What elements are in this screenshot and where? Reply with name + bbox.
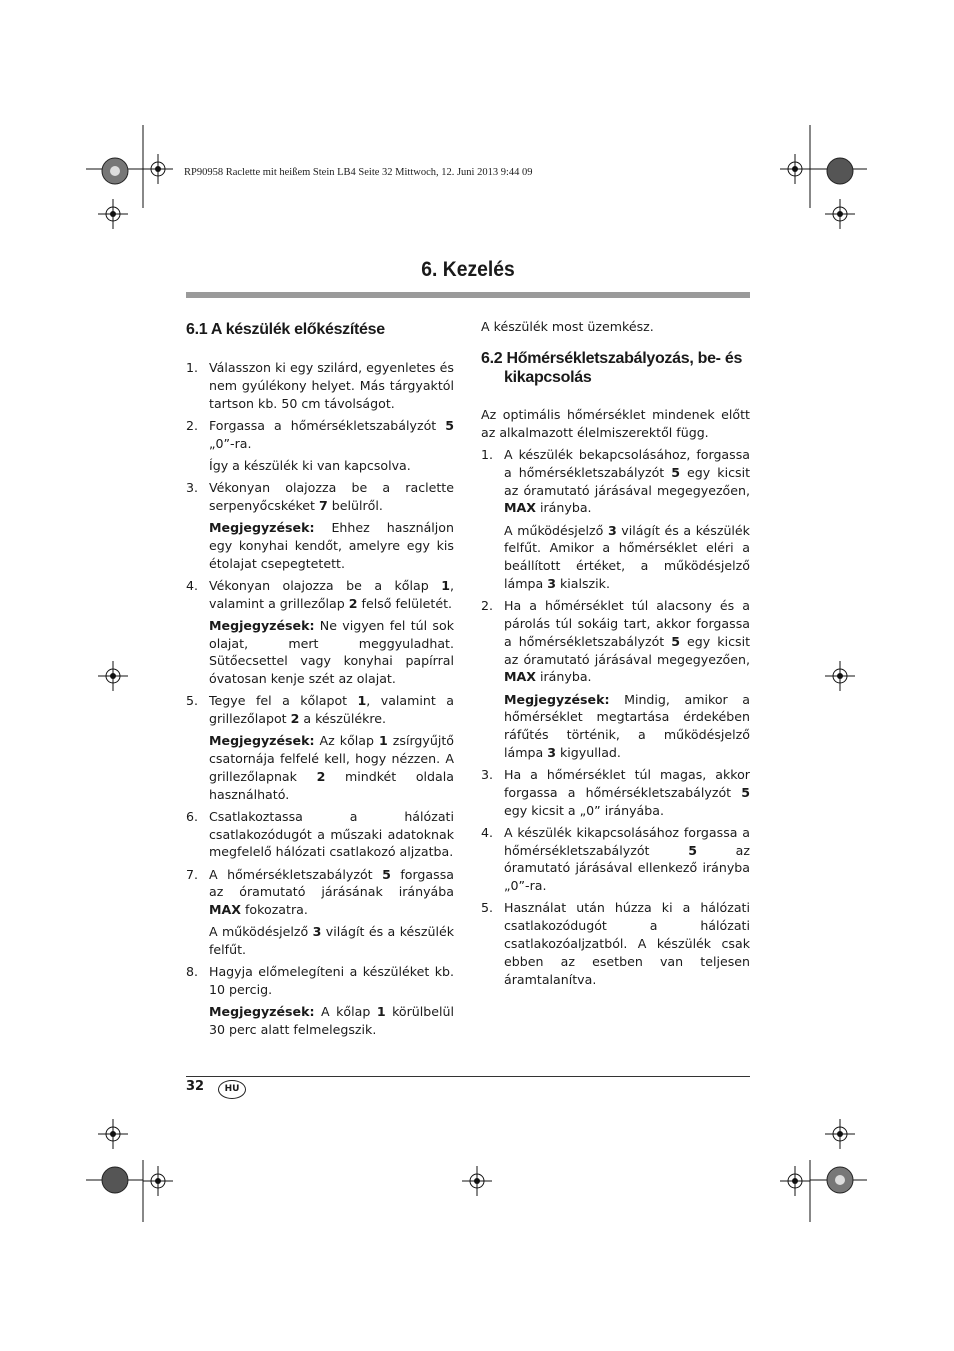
left-column (186, 359, 454, 1043)
list-item-number: 4. (186, 577, 199, 593)
section-heading-6-1: 6.1 A készülék előkészítése (186, 321, 385, 338)
title-underline (186, 292, 750, 298)
list-item-number: 2. (481, 598, 494, 614)
intro-paragraph: Az optimális hőmérséklet mindenek előtt az alkalmazott élelmiszerektől függ. (481, 407, 750, 440)
registration-target-icon (143, 1166, 173, 1196)
starburst-disc-icon (101, 157, 129, 185)
gray-disc-icon (826, 157, 854, 185)
list-item (481, 899, 750, 988)
list-item (186, 866, 454, 919)
list-item (186, 359, 454, 412)
list-note: Megjegyzések: Mindig, amikor a hőmérséklet megtartása érdekében ráfűtés történik, a működésjelző lámpa 3 kigyullad. (504, 691, 750, 760)
ready-text: A készülék most üzemkész. (481, 319, 654, 334)
list-item-text: Vékonyan olajozza be a raclette serpenyőcskéket 7 belülről. (209, 479, 454, 513)
list-item-number: 2. (186, 417, 199, 433)
list-item-text: Vékonyan olajozza be a kőlap 1, valamint a grillezőlap 2 felső felületét. (209, 577, 454, 611)
print-slug: RP90958 Raclette mit heißem Stein LB4 Seite 32 Mittwoch, 12. Juni 2013 9:44 09 (184, 167, 533, 178)
list-note: A működésjelző 3 világít és a készülék felfűt. Amikor a hőmérséklet eléri a beállított értéket, a működésjelző lámpa 3 kialszik. (504, 522, 750, 591)
list-item-text: Forgassa a hőmérsékletszabályzót 5 „0”-ra. (209, 417, 454, 451)
footer-divider (186, 1076, 750, 1077)
list-item-number: 7. (186, 866, 199, 882)
registration-target-icon (780, 154, 810, 184)
list-note: Megjegyzések: A kőlap 1 körülbelül 30 perc alatt felmelegszik. (209, 1004, 454, 1038)
list-item (481, 824, 750, 895)
list-item (186, 417, 454, 453)
registration-target-icon (98, 199, 128, 229)
list-note: A működésjelző 3 világít és a készülék felfűt. (209, 924, 454, 958)
registration-target-icon (825, 661, 855, 691)
list-item-number: 3. (481, 767, 494, 783)
list-item (186, 577, 454, 613)
list-note: Megjegyzések: Az kőlap 1 zsírgyűjtő csatornája felfelé kell, hogy nézzen. A grillezőlapnak 2 mindkét oldala használható. (209, 733, 455, 802)
starburst-disc-icon (826, 1166, 854, 1194)
registration-target-icon (143, 154, 173, 184)
heading-line-2: kikapcsolás (504, 369, 592, 386)
list-item-number: 3. (186, 479, 199, 495)
list-item-number: 5. (186, 693, 199, 709)
list-item (186, 479, 454, 515)
heading-line-1: 6.2 Hőmérsékletszabályozás, be- és (481, 350, 743, 367)
intro-text-wrap (481, 318, 750, 340)
list-item-text: Csatlakoztassa a hálózati csatlakozódugót a műszaki adatoknak megfelelő hálózati csatlakozó aljzatba. (209, 808, 454, 860)
list-item (186, 692, 454, 728)
section-heading-6-2 (481, 349, 742, 387)
list-item (481, 597, 750, 686)
list-item (186, 808, 454, 861)
page-number: 32 (186, 1079, 205, 1094)
registration-target-icon (98, 1119, 128, 1149)
page-title: 6. Kezelés (421, 258, 515, 281)
list-item-number: 4. (481, 824, 494, 840)
list-item-text: A készülék kikapcsolásához forgassa a hőmérsékletszabályzót 5 az óramutató járásával ellenkező irányba „0”-ra. (504, 824, 750, 894)
list-item-text: Válasszon ki egy szilárd, egyenletes és nem gyúlékony helyet. Más tárgyaktól tartson kb. 50 cm távolságot. (209, 360, 454, 411)
list-item-text: A hőmérsékletszabályzót 5 forgassa az óramutató járásának irányába MAX fokozatra. (209, 866, 454, 918)
list-item-text: Ha a hőmérséklet túl magas, akkor forgassa a hőmérsékletszabályzót 5 egy kicsit a „0” irányába. (504, 767, 750, 818)
right-column (481, 406, 750, 993)
language-badge: HU (218, 1080, 246, 1099)
list-item-number: 1. (481, 446, 494, 462)
registration-target-icon (780, 1166, 810, 1196)
list-item-text: Hagyja előmelegíteni a készüléket kb. 10 percig. (209, 964, 454, 998)
list-item (481, 766, 750, 819)
list-item-number: 1. (186, 360, 199, 375)
list-item-number: 6. (186, 808, 199, 824)
registration-target-icon (825, 1119, 855, 1149)
list-note: Megjegyzések: Ne vigyen fel túl sok olajat, mert meggyuladhat. Sütőecsettel vagy konyhai papírral óvatosan kenje szét az olajat. (209, 617, 454, 687)
gray-disc-icon (101, 1166, 129, 1194)
list-item-text: Tegye fel a kőlapot 1, valamint a grillezőlapot 2 a készülékre. (209, 693, 454, 727)
list-item-number: 8. (186, 964, 199, 980)
list-item (481, 446, 750, 517)
list-note: Így a készülék ki van kapcsolva. (209, 457, 411, 473)
registration-target-icon (98, 661, 128, 691)
list-item (186, 963, 454, 999)
list-item-text: Ha a hőmérséklet túl alacsony és a párolás túl sokáig tart, akkor forgassa a hőmérsékletszabályzót 5 egy kicsit az óramutató járásával megegyezően, MAX irányba. (504, 598, 751, 685)
registration-target-icon (462, 1166, 492, 1196)
list-item-text: Használat után húzza ki a hálózati csatlakozódugót a hálózati csatlakozóaljzatból. A készülék csak ebben az esetben van teljesen áramtalanítva. (504, 900, 750, 987)
registration-target-icon (825, 199, 855, 229)
list-item-number: 5. (481, 900, 494, 916)
list-note: Megjegyzések: Ehhez használjon egy konyhai kendőt, amelyre egy kis étolajat csepegtetett. (209, 519, 454, 571)
list-item-text: A készülék bekapcsolásához, forgassa a hőmérsékletszabályzót 5 egy kicsit az óramutató járásával megegyezően, MAX irányba. (504, 446, 751, 516)
